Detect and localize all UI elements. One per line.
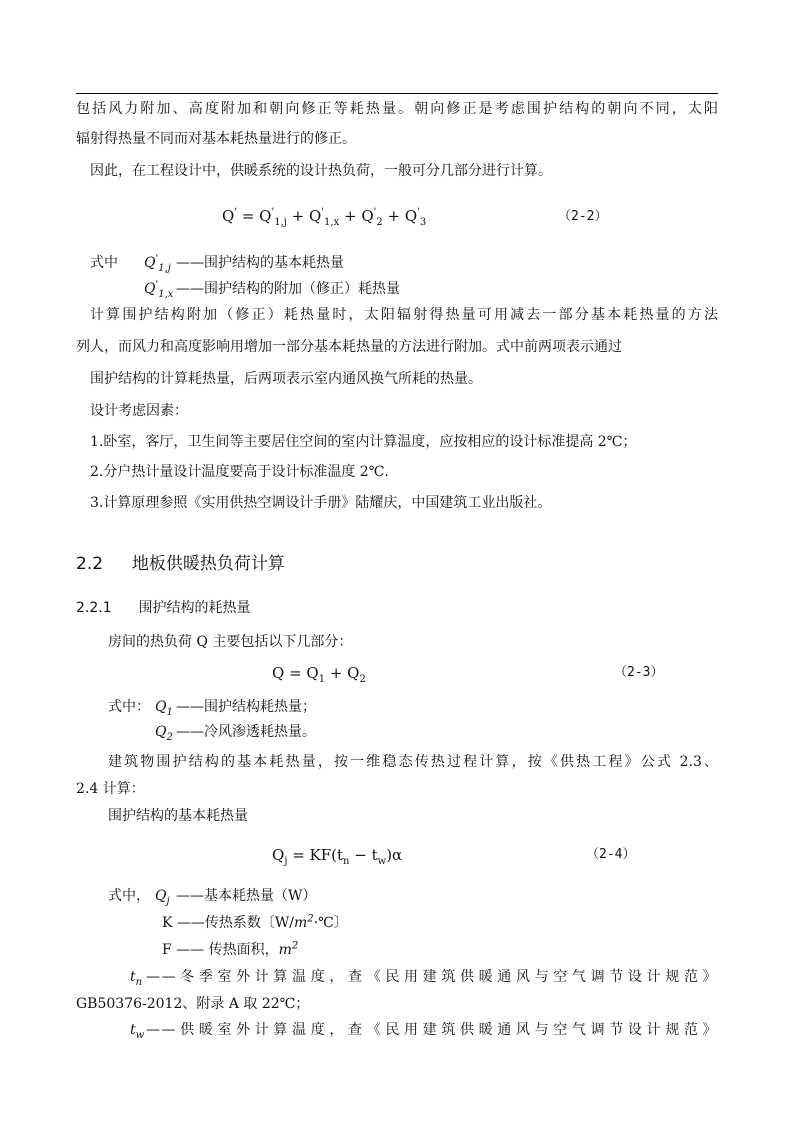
definition: ——围护结构的基本耗热量	[176, 255, 344, 271]
equation-number: （2-3）	[614, 665, 664, 680]
where-label: 式中：	[108, 699, 150, 715]
definition-k	[162, 913, 348, 933]
paragraph-line: 建筑物围护结构的基本耗热量，按一维稳态传热过程计算，按《供热工程》公式 2.3、	[108, 754, 718, 770]
definition: ——围护结构耗热量；	[176, 699, 316, 715]
definition: ——供暖室外计算温度，查《民用建筑供暖通风与空气调节设计规范》	[146, 1022, 718, 1038]
subsection-number: 2.2.1	[76, 600, 112, 616]
symbol: $Q_j$	[155, 888, 170, 907]
definition-f	[162, 940, 298, 960]
paragraph-line: 列人，而风力和高度影响用增加一部分基本耗热量的方法进行附加。式中前两项表示通过	[76, 339, 622, 355]
list-item: 3.计算原理参照《实用供热空调设计手册》陆耀庆，中国建筑工业出版社。	[90, 495, 552, 511]
section-number: 2.2	[76, 554, 104, 574]
list-item: 2.分户热计量设计温度要高于设计标准温度 2℃.	[90, 464, 389, 480]
paragraph-line: 因此，在工程设计中，供暖系统的设计热负荷，一般可分几部分进行计算。	[90, 163, 552, 179]
definition-text: ·℃〕	[313, 915, 348, 931]
unit-m2: $m^2$	[294, 913, 314, 931]
definition-text: F —— 传热面积，	[162, 942, 279, 958]
symbol: $Q'_{1,x}$	[144, 279, 174, 300]
symbol: $t_w$	[130, 1022, 145, 1041]
definition-continued: GB50376-2012、附录 A 取 22℃；	[76, 996, 310, 1012]
subsection-title: 围护结构的耗热量	[138, 600, 251, 616]
definition: ——冬季室外计算温度，查《民用建筑供暖通风与空气调节设计规范》	[146, 969, 718, 985]
definition-text: K ——传热系数〔W/	[162, 915, 295, 931]
definition: ——冷风渗透耗热量。	[176, 724, 316, 740]
definition: ——围护结构的附加（修正）耗热量	[176, 281, 400, 297]
equation-number: （2-4）	[586, 847, 636, 862]
subsection-heading	[76, 598, 251, 618]
header-rule	[76, 93, 718, 94]
paragraph-line: 围护结构的基本耗热量	[108, 808, 248, 824]
symbol: $t_n$	[130, 969, 143, 988]
equation-2-4: $Q_j = KF(t_n - t_w)\alpha$	[272, 846, 403, 867]
definition: ——基本耗热量（W）	[176, 888, 317, 904]
where-label: 式中	[90, 255, 118, 271]
paragraph-line: 房间的热负荷 Q 主要包括以下几部分：	[108, 634, 353, 650]
symbol: $Q_1$	[155, 699, 173, 718]
equation-2-2: $Q' = Q'_{1,j} + Q'_{1,x} + Q'_2 + Q'_3$	[222, 207, 427, 228]
paragraph-line: 2.4 计算：	[76, 781, 145, 797]
paragraph-line: 计算围护结构附加（修正）耗热量时，太阳辐射得热量可用减去一部分基本耗热量的方法	[90, 307, 718, 323]
equation-number: （2-2）	[558, 209, 608, 224]
paragraph-line: 辐射得热量不同而对基本耗热量进行的修正。	[76, 131, 356, 147]
factors-title: 设计考虑因素：	[90, 403, 188, 419]
list-item: 1.卧室，客厅，卫生间等主要居住空间的室内计算温度，应按相应的设计标准提高 2℃；	[90, 434, 637, 450]
section-title: 地板供暖热负荷计算	[131, 554, 285, 574]
where-label: 式中，	[108, 888, 150, 904]
unit-m2: $m^2$	[278, 940, 299, 958]
paragraph-line: 包括风力附加、高度附加和朝向修正等耗热量。朝向修正是考虑围护结构的朝向不同，太阳	[76, 101, 718, 117]
section-heading	[76, 554, 285, 574]
paragraph-line: 围护结构的计算耗热量，后两项表示室内通风换气所耗的热量。	[90, 371, 482, 387]
symbol: $Q_2$	[155, 724, 173, 743]
equation-2-3: $Q = Q_1 + Q_2$	[272, 664, 366, 685]
symbol: $Q'_{1,j}$	[144, 253, 171, 274]
